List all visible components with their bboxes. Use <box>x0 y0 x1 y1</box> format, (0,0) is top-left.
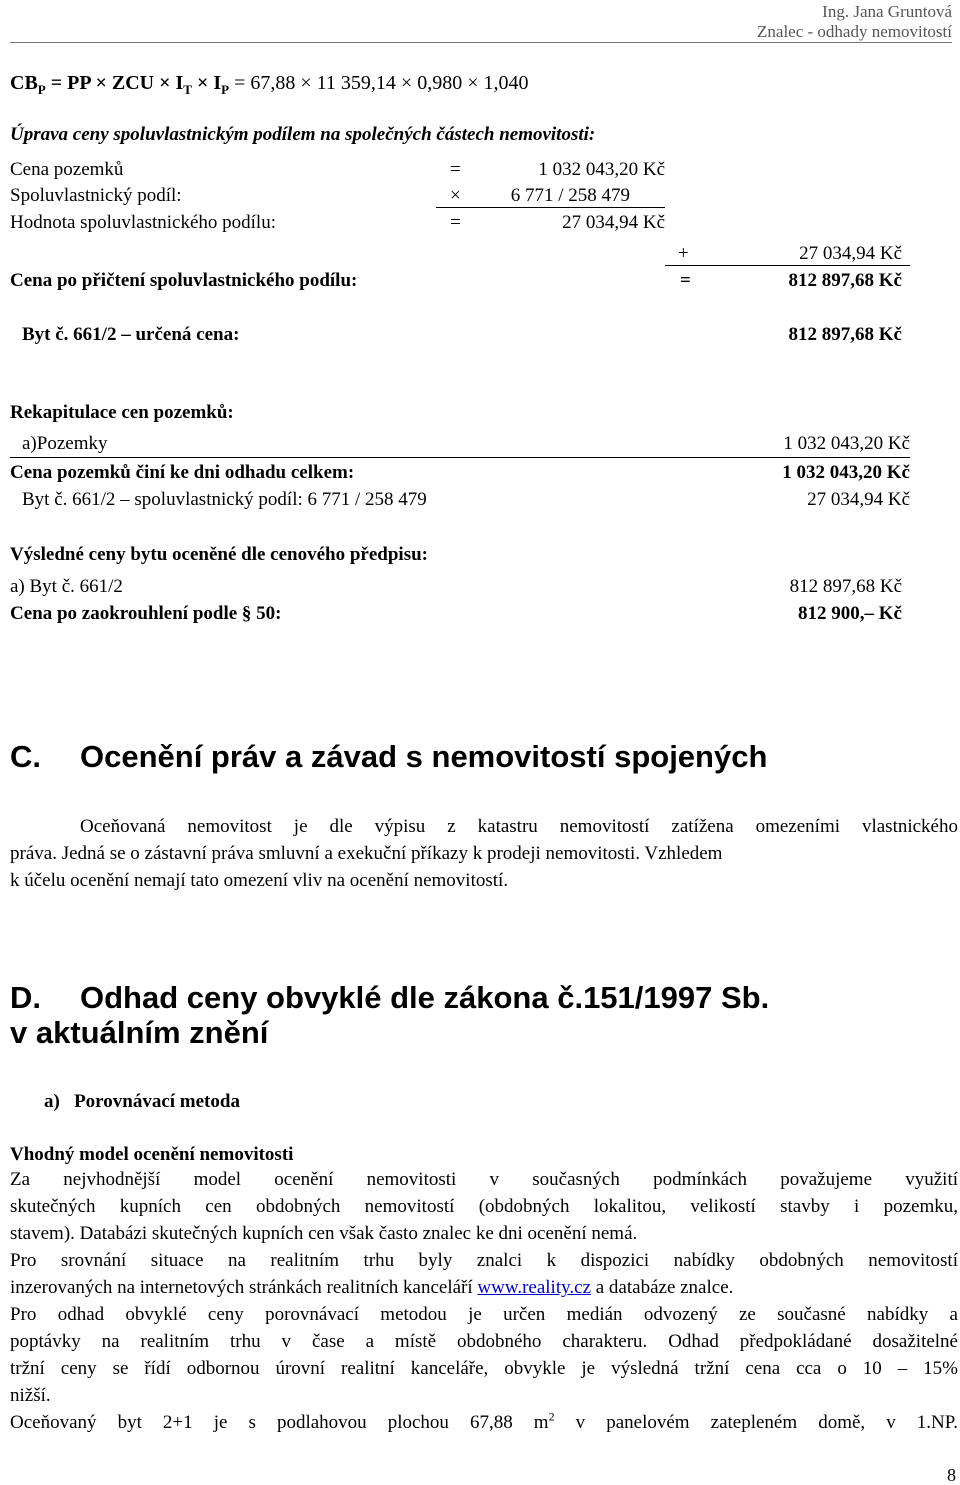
uprava-row-label: Hodnota spoluvlastnického podílu: <box>10 212 276 233</box>
section-c-title: Ocenění práv a závad s nemovitostí spojených <box>80 739 768 774</box>
paragraph-text: inzerovaných na internetových stránkách realitních kanceláří <box>10 1277 478 1298</box>
uprava-total-value: 812 897,68 Kč <box>788 270 902 291</box>
paragraph-line: poptávky na realitním trhu v čase a místě obdobného charakteru. Odhad předpokládané dosažitelné <box>10 1331 958 1352</box>
paragraph-line <box>10 1409 958 1436</box>
paragraph-line: Oceňovaná nemovitost je dle výpisu z katastru nemovitostí zatížena omezeními vlastnického <box>80 816 958 837</box>
rekap-title: Rekapitulace cen pozemků: <box>10 402 234 423</box>
section-d-subheading: a) Porovnávací metoda <box>44 1091 240 1112</box>
paragraph-line: skutečných kupních cen obdobných nemovitostí (obdobných lokalitou, velikostí stavby i pozemku, <box>10 1196 958 1217</box>
byt-label: Byt č. 661/2 – určená cena: <box>22 324 240 345</box>
header-divider <box>10 42 952 43</box>
paragraph-line: stavem). Databázi skutečných kupních cen však často znalec ke dni ocenění nemá. <box>10 1223 638 1244</box>
formula-sub-t: T <box>183 82 192 97</box>
uprava-row-label: Spoluvlastnický podíl: <box>10 185 182 206</box>
uprava-title: Úprava ceny spoluvlastnickým podílem na společných částech nemovitosti: <box>10 124 596 145</box>
header-role: Znalec - odhady nemovitostí <box>757 22 952 41</box>
uprava-row-label: Cena pozemků <box>10 159 124 180</box>
formula-rest: = 67,88 × 11 359,14 × 0,980 × 1,040 <box>229 72 529 94</box>
vysledne-round-value: 812 900,– Kč <box>798 603 902 624</box>
formula-eq: = PP × ZCU × I <box>45 72 184 94</box>
rekap-total-label: Cena pozemků činí ke dni odhadu celkem: <box>10 462 355 483</box>
vysledne-item-label: a) Byt č. 661/2 <box>10 576 123 597</box>
plus-value: 27 034,94 Kč <box>799 243 902 264</box>
section-d-title-line2: v aktuálním znění <box>10 1015 269 1050</box>
rekap-share-value: 27 034,94 Kč <box>807 489 910 510</box>
uprava-row-op: = <box>450 159 461 180</box>
superscript: 2 <box>548 1409 555 1424</box>
vysledne-title: Výsledné ceny bytu oceněné dle cenového předpisu: <box>10 544 428 565</box>
rekap-share-label: Byt č. 661/2 – spoluvlastnický podíl: 6 771 / 258 479 <box>22 489 427 510</box>
underline <box>436 207 665 208</box>
underline <box>665 265 910 266</box>
formula-sub-p2: P <box>221 82 230 97</box>
page-header <box>757 2 952 42</box>
uprava-row-value: 1 032 043,20 Kč <box>538 159 665 180</box>
paragraph-line: k účelu ocenění nemají tato omezení vliv na ocenění nemovitostí. <box>10 870 509 891</box>
section-d-letter: D. <box>10 980 41 1015</box>
paragraph-text: a databáze znalce. <box>591 1277 734 1298</box>
paragraph-line <box>10 1274 958 1301</box>
uprava-row-value: 6 771 / 258 479 <box>510 185 630 206</box>
section-d-title: Odhad ceny obvyklé dle zákona č.151/1997 Sb. <box>80 980 770 1015</box>
formula-mid: × I <box>191 72 222 94</box>
byt-value: 812 897,68 Kč <box>788 324 902 345</box>
plus-op: + <box>678 243 689 264</box>
paragraph-text: Oceňovaný byt 2+1 je s podlahovou plochou 67,88 m <box>10 1412 549 1433</box>
formula-prefix: CB <box>10 72 38 94</box>
vysledne-round-label: Cena po zaokrouhlení podle § 50: <box>10 603 282 624</box>
rekap-item-value: 1 032 043,20 Kč <box>783 433 910 454</box>
uprava-row-value: 27 034,94 Kč <box>562 212 665 233</box>
section-c-paragraph <box>10 813 958 894</box>
price-formula <box>10 73 528 96</box>
vysledne-item-value: 812 897,68 Kč <box>789 576 902 597</box>
uprava-total-label: Cena po přičtení spoluvlastnického podílu: <box>10 270 358 291</box>
reality-link[interactable]: www.reality.cz <box>477 1277 591 1298</box>
paragraph-line: práva. Jedná se o zástavní práva smluvní a exekuční příkazy k prodeji nemovitosti. Vzhledem <box>10 843 723 864</box>
formula-sub-p: P <box>37 82 46 97</box>
rekap-total-value: 1 032 043,20 Kč <box>782 462 910 483</box>
uprava-row-op: = <box>450 212 461 233</box>
header-author: Ing. Jana Gruntová <box>822 2 952 21</box>
model-title: Vhodný model ocenění nemovitosti <box>10 1144 294 1165</box>
paragraph-line: Pro odhad obvyklé ceny porovnávací metodou je určen medián odvozený ze současné nabídky a <box>10 1304 958 1325</box>
paragraph-line: tržní ceny se řídí odbornou úrovní realitní kanceláře, obvykle je výsledná tržní cena cca o 10 – 15% <box>10 1358 958 1379</box>
paragraph-line: nižší. <box>10 1385 51 1406</box>
paragraph-line: Pro srovnání situace na realitním trhu byly znalci k dispozici nabídky obdobných nemovitostí <box>10 1250 958 1271</box>
paragraph-text: v panelovém zatepleném domě, v 1.NP. <box>554 1412 958 1433</box>
paragraph-line: Za nejvhodnější model ocenění nemovitosti v současných podmínkách považujeme využití <box>10 1169 958 1190</box>
uprava-row-op: × <box>450 185 461 206</box>
paragraph-1 <box>10 1166 958 1436</box>
underline <box>10 457 910 458</box>
rekap-item-label: a)Pozemky <box>22 433 108 454</box>
section-c-letter: C. <box>10 739 41 774</box>
uprava-total-op: = <box>680 270 691 291</box>
page-number: 8 <box>947 1465 956 1485</box>
